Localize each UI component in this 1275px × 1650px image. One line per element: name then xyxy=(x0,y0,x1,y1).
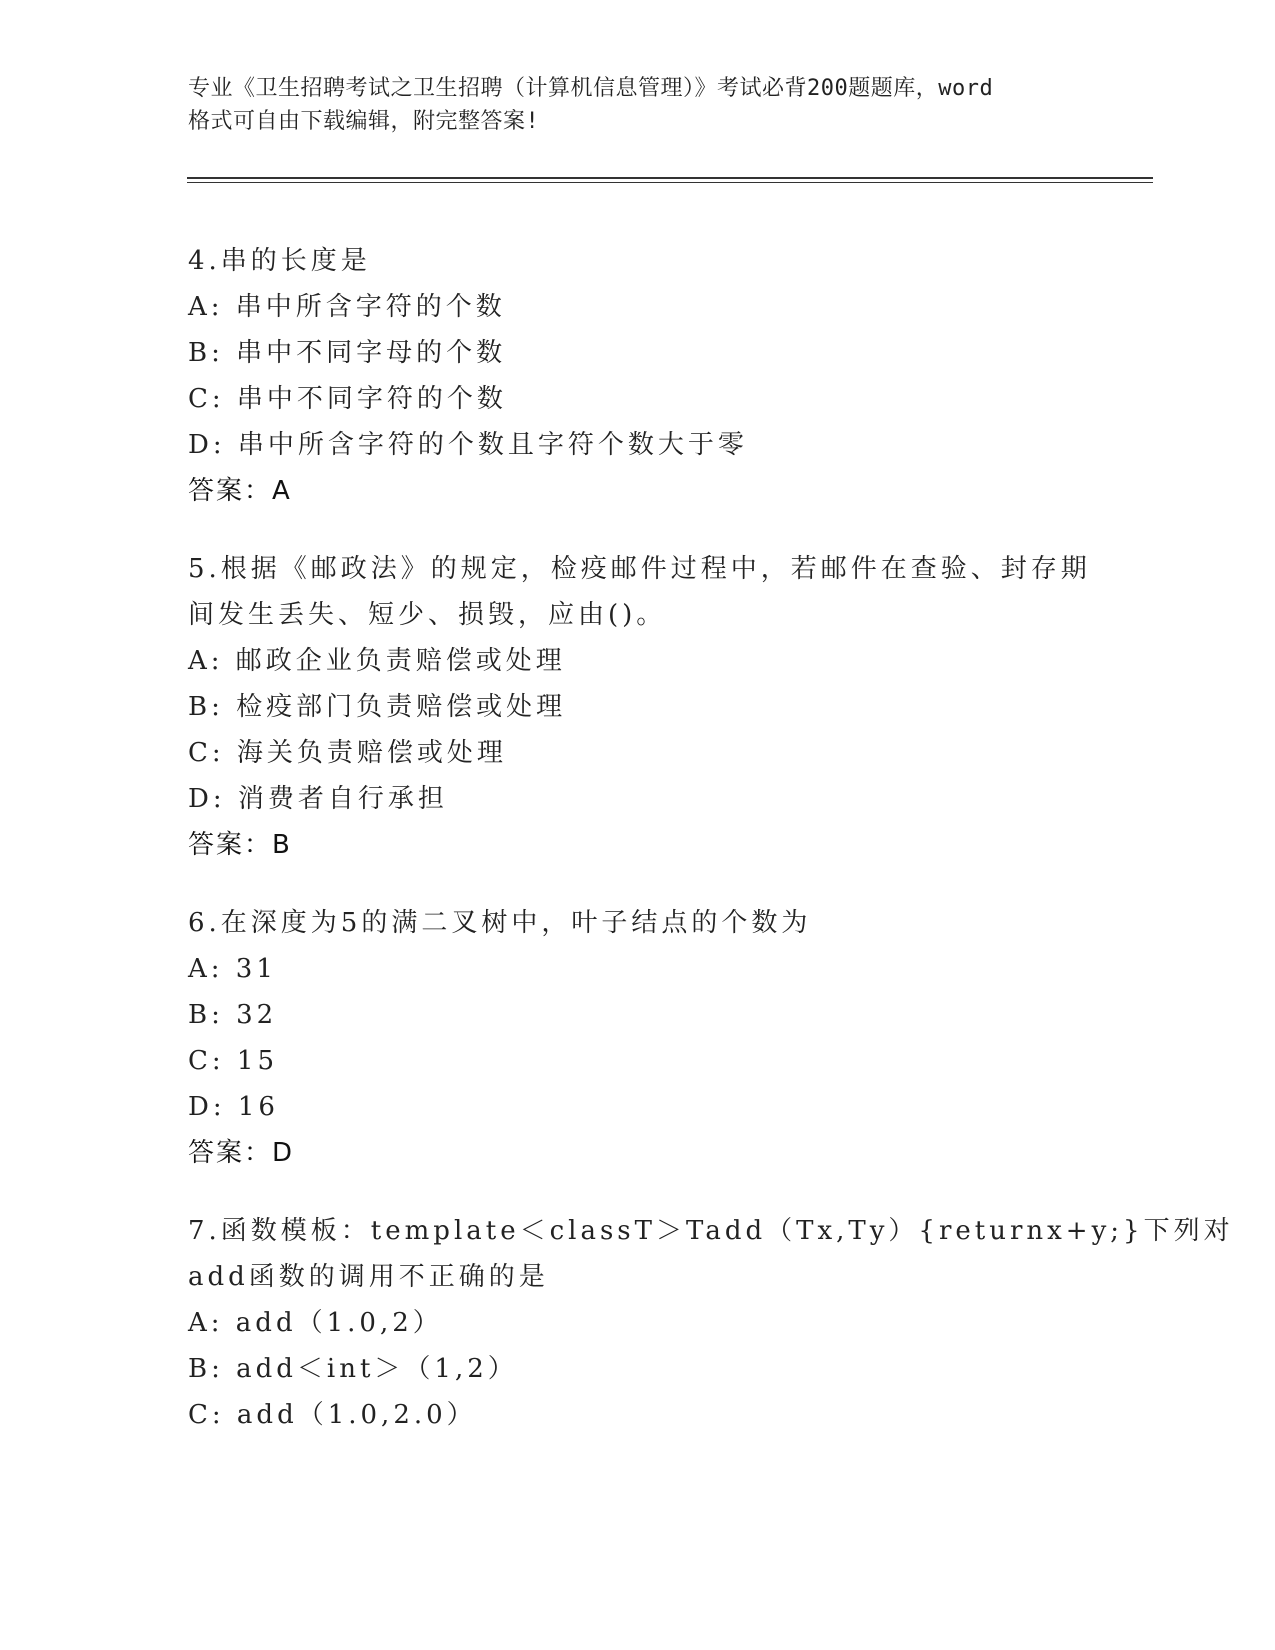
document-header xyxy=(188,72,1088,138)
question-stem-continued: add函数的调用不正确的是 xyxy=(188,1262,549,1292)
question-stem: 4.串的长度是 xyxy=(188,246,371,276)
option-c: C: add（1.0,2.0） xyxy=(188,1400,477,1430)
header-line-2: 格式可自由下载编辑，附完整答案! xyxy=(188,109,540,134)
option-a: A: 邮政企业负责赔偿或处理 xyxy=(188,646,566,676)
header-divider-thin xyxy=(187,182,1153,183)
option-c: C: 串中不同字符的个数 xyxy=(188,384,507,414)
question-stem-continued: 间发生丢失、短少、损毁，应由()。 xyxy=(188,600,667,630)
question-stem: 7.函数模板：template＜classT＞Tadd（Tx,Ty）{returnx+y;}下列对 xyxy=(188,1216,1234,1246)
option-a: A: 31 xyxy=(188,954,277,984)
option-b: B: 检疫部门负责赔偿或处理 xyxy=(188,692,567,722)
question-stem: 6.在深度为5的满二叉树中，叶子结点的个数为 xyxy=(188,908,812,938)
answer-label: 答案：A xyxy=(188,476,292,506)
option-d: D: 消费者自行承担 xyxy=(188,784,448,814)
question-stem: 5.根据《邮政法》的规定，检疫邮件过程中，若邮件在查验、封存期 xyxy=(188,554,1091,584)
option-c: C: 海关负责赔偿或处理 xyxy=(188,738,507,768)
question-6 xyxy=(188,900,1108,1176)
option-c: C: 15 xyxy=(188,1046,279,1076)
option-b: B: add＜int＞（1,2） xyxy=(188,1354,518,1384)
option-b: B: 串中不同字母的个数 xyxy=(188,338,507,368)
option-a: A: 串中所含字符的个数 xyxy=(188,292,506,322)
header-divider-thick xyxy=(187,177,1153,179)
question-7 xyxy=(188,1208,1234,1438)
option-d: D: 串中所含字符的个数且字符个数大于零 xyxy=(188,430,748,460)
answer-label: 答案：D xyxy=(188,1138,295,1168)
option-d: D: 16 xyxy=(188,1092,279,1122)
question-5 xyxy=(188,546,1108,868)
question-list xyxy=(188,238,1234,1470)
answer-label: 答案：B xyxy=(188,830,292,860)
option-b: B: 32 xyxy=(188,1000,278,1030)
question-4 xyxy=(188,238,1108,514)
option-a: A: add（1.0,2） xyxy=(188,1308,443,1338)
header-line-1: 专业《卫生招聘考试之卫生招聘（计算机信息管理）》考试必背200题题库，word xyxy=(188,76,994,101)
